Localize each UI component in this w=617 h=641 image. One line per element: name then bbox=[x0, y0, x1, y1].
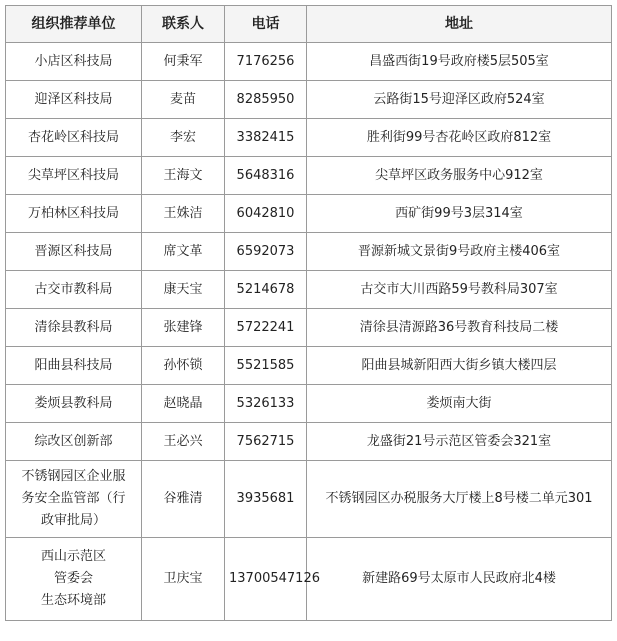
contact-cell: 王必兴 bbox=[142, 423, 225, 461]
phone-cell: 7176256 bbox=[225, 43, 307, 81]
address-cell: 不锈钢园区办税服务大厅楼上8号楼二单元301 bbox=[307, 461, 612, 538]
table-row bbox=[6, 81, 612, 119]
org-cell bbox=[6, 461, 142, 538]
org-cell bbox=[6, 271, 142, 309]
org-line: 务安全监管部（行 bbox=[21, 491, 126, 506]
phone-cell: 5521585 bbox=[225, 347, 307, 385]
phone-cell: 8285950 bbox=[225, 81, 307, 119]
address-cell: 新建路69号太原市人民政府北4楼 bbox=[307, 538, 612, 621]
contact-cell: 王姝洁 bbox=[142, 195, 225, 233]
phone-cell: 5648316 bbox=[225, 157, 307, 195]
header-row bbox=[6, 6, 612, 43]
contact-cell: 何秉军 bbox=[142, 43, 225, 81]
phone-cell: 5326133 bbox=[225, 385, 307, 423]
table-row bbox=[6, 271, 612, 309]
header-address: 地址 bbox=[307, 6, 612, 43]
table-row bbox=[6, 309, 612, 347]
table-row bbox=[6, 119, 612, 157]
org-line: 清徐县教科局 bbox=[34, 319, 113, 335]
address-cell: 清徐县清源路36号教育科技局二楼 bbox=[307, 309, 612, 347]
phone-cell: 13700547126 bbox=[225, 538, 307, 621]
org-line: 生态环境部 bbox=[40, 593, 106, 608]
org-line: 万柏林区科技局 bbox=[27, 205, 119, 221]
header-contact: 联系人 bbox=[142, 6, 225, 43]
org-cell bbox=[6, 423, 142, 461]
address-cell: 阳曲县城新阳西大街乡镇大楼四层 bbox=[307, 347, 612, 385]
org-line: 阳曲县科技局 bbox=[34, 357, 113, 373]
header-org: 组织推荐单位 bbox=[6, 6, 142, 43]
phone-cell: 7562715 bbox=[225, 423, 307, 461]
contact-cell: 谷雅清 bbox=[142, 461, 225, 538]
contact-cell: 赵晓晶 bbox=[142, 385, 225, 423]
contact-cell: 张建锋 bbox=[142, 309, 225, 347]
address-cell: 娄烦南大街 bbox=[307, 385, 612, 423]
org-cell bbox=[6, 233, 142, 271]
org-line: 管委会 bbox=[53, 571, 93, 586]
org-cell bbox=[6, 347, 142, 385]
org-cell bbox=[6, 385, 142, 423]
org-cell bbox=[6, 195, 142, 233]
org-cell bbox=[6, 81, 142, 119]
address-cell: 尖草坪区政务服务中心912室 bbox=[307, 157, 612, 195]
org-line: 西山示范区 bbox=[40, 549, 106, 564]
address-cell: 龙盛街21号示范区管委会321室 bbox=[307, 423, 612, 461]
table-row bbox=[6, 347, 612, 385]
org-line: 晋源区科技局 bbox=[34, 243, 113, 259]
phone-cell: 5214678 bbox=[225, 271, 307, 309]
contact-cell: 李宏 bbox=[142, 119, 225, 157]
org-line: 迎泽区科技局 bbox=[34, 91, 113, 107]
table-row bbox=[6, 195, 612, 233]
phone-cell: 6042810 bbox=[225, 195, 307, 233]
table-row bbox=[6, 538, 612, 621]
org-line: 政审批局） bbox=[40, 513, 106, 528]
address-cell: 晋源新城文景街9号政府主楼406室 bbox=[307, 233, 612, 271]
org-cell bbox=[6, 538, 142, 621]
phone-cell: 5722241 bbox=[225, 309, 307, 347]
org-cell bbox=[6, 43, 142, 81]
table-row bbox=[6, 157, 612, 195]
table-row bbox=[6, 423, 612, 461]
header-phone: 电话 bbox=[225, 6, 307, 43]
contact-cell: 席文革 bbox=[142, 233, 225, 271]
table-row bbox=[6, 43, 612, 81]
contact-cell: 卫庆宝 bbox=[142, 538, 225, 621]
org-cell bbox=[6, 119, 142, 157]
address-cell: 胜利街99号杏花岭区政府812室 bbox=[307, 119, 612, 157]
table-row bbox=[6, 385, 612, 423]
table-row bbox=[6, 233, 612, 271]
address-cell: 古交市大川西路59号教科局307室 bbox=[307, 271, 612, 309]
address-cell: 云路街15号迎泽区政府524室 bbox=[307, 81, 612, 119]
org-line: 古交市教科局 bbox=[34, 281, 113, 297]
phone-cell: 3382415 bbox=[225, 119, 307, 157]
table-row bbox=[6, 461, 612, 538]
org-line: 小店区科技局 bbox=[34, 53, 113, 69]
address-cell: 昌盛西街19号政府楼5层505室 bbox=[307, 43, 612, 81]
org-line: 杏花岭区科技局 bbox=[27, 129, 119, 145]
contact-cell: 麦苗 bbox=[142, 81, 225, 119]
org-line: 娄烦县教科局 bbox=[34, 395, 113, 411]
phone-cell: 3935681 bbox=[225, 461, 307, 538]
contact-table bbox=[5, 5, 612, 621]
phone-cell: 6592073 bbox=[225, 233, 307, 271]
contact-cell: 康天宝 bbox=[142, 271, 225, 309]
address-cell: 西矿街99号3层314室 bbox=[307, 195, 612, 233]
org-line: 不锈钢园区企业服 bbox=[21, 469, 126, 484]
contact-cell: 王海文 bbox=[142, 157, 225, 195]
org-line: 综改区创新部 bbox=[34, 433, 113, 449]
contact-cell: 孙怀锁 bbox=[142, 347, 225, 385]
org-cell bbox=[6, 309, 142, 347]
org-cell bbox=[6, 157, 142, 195]
org-line: 尖草坪区科技局 bbox=[27, 167, 119, 183]
